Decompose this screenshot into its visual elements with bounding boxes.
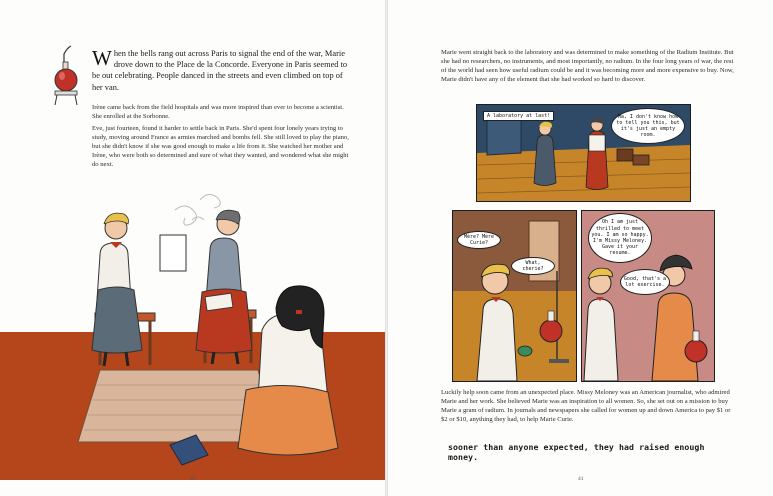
comic-panel-1 [476,104,691,202]
page-number-left: 40 [190,476,196,482]
paragraph-irene: Irène came back from the field hospitals and was more inspired than ever to become a scientist. She enrolled at the Sorbonne. [92,104,344,120]
paragraph-laboratory: Marie went straight back to the laboratory and was determined to make something of the Radium Institute. But she had no researchers, no instruments, and most importantly, no radium. In the four long years of war, the rest of the world had seen how useful radium could be and it was becoming more and more expensive to buy. Now, Marie didn't have any of the element that she had worked so hard to discover. [441,49,734,83]
flask-illustration [52,44,84,106]
drop-cap: W [92,46,112,70]
panel-1-caption: A laboratory at last! [483,111,554,121]
paragraph-eve: Eve, just fourteen, found it harder to settle back in Paris. She'd spent four lonely years trying to study, moving around France as armies marched and bombs fell. She still loved to play the piano, but she didn't know if she was good enough to make a life from it. She watched her mother and Irène, who were both so determined and sure of what they wanted, and wondered what she might do next. [92,125,349,168]
panel-2-speech-bubble-2: What, cherie? [511,257,555,275]
lead-paragraph [92,48,354,93]
illustration-marie-irene-eve [0,180,385,480]
comic-panel-2 [452,210,577,382]
panel-3-speech-bubble-2: Good, that's a lot exercise. [620,269,670,295]
page-number-right: 41 [578,476,584,482]
left-page [0,0,385,496]
panel-1-speech-bubble: Ma, I don't know how to tell you this, but it's just an empty room. [611,108,685,144]
handwritten-line: sooner than anyone expected, they had raised enough money. [448,442,705,462]
lead-text: hen the bells rang out across Paris to signal the end of the war, Marie drove down to the Place de la Concorde. Everyone in Paris seemed to be out celebrating. People danced in the streets and even climbed on top of her van. [92,49,348,92]
right-page [388,0,773,496]
panel-2-speech-bubble-1: Mère? Mère Curie? [457,231,501,249]
paragraph-missy-meloney: Luckily help soon came from an unexpected place. Missy Meloney was an American journalist, who admired Marie and her work. She believed Marie was an inspiration to all women. So, she set out on a mission to buy Marie a gram of radium. In journals and newspapers she called for women up and down America to pay $1 or $2 or $10, anything they had, to help Marie Curie. [441,389,731,423]
panel-3-speech-bubble-1: Oh I am just thrilled to meet you. I am so happy. I'm Missy Meloney. Gave it your resume. [588,213,652,263]
comic-panel-3 [581,210,715,382]
